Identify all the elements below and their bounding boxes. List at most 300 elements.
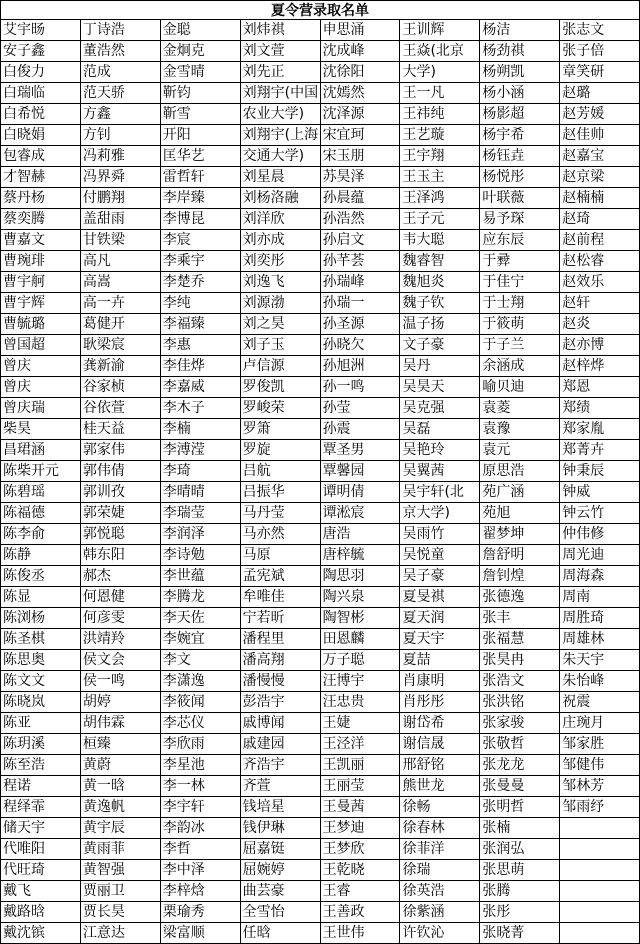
name-cell: 王乾晓 — [321, 860, 400, 881]
name-cell: 谭明倩 — [321, 482, 400, 503]
name-cell: 赵前程 — [560, 230, 639, 251]
name-cell: 陈思奥 — [1, 650, 80, 671]
name-cell: 陈文文 — [1, 671, 80, 692]
name-cell: 易予琛 — [480, 209, 559, 230]
name-cell: 李博昆 — [161, 209, 240, 230]
name-cell: 张润弘 — [480, 839, 559, 860]
name-cell: 赵芳媛 — [560, 104, 639, 125]
name-cell: 曹宇舸 — [1, 272, 80, 293]
name-cell: 全雪怡 — [241, 902, 320, 923]
name-cell: 李瑞莹 — [161, 503, 240, 524]
name-cell: 李宇轩 — [161, 797, 240, 818]
name-cell: 郑绩 — [560, 398, 639, 419]
name-cell: 陈静 — [1, 545, 80, 566]
name-cell: 屈嘉铤 — [241, 839, 320, 860]
name-cell — [560, 818, 639, 839]
name-cell: 余涵成 — [480, 356, 559, 377]
name-cell: 刘奕彤 — [241, 251, 320, 272]
name-cell — [560, 839, 639, 860]
name-cell: 赵亦博 — [560, 335, 639, 356]
name-cell: 金雪晴 — [161, 62, 240, 83]
name-cell: 大学) — [400, 62, 479, 83]
name-cell: 代旺琦 — [1, 860, 80, 881]
name-cell: 刘逸飞 — [241, 272, 320, 293]
name-cell: 李福臻 — [161, 314, 240, 335]
name-cell: 赵楠楠 — [560, 188, 639, 209]
name-cell: 钱伊琳 — [241, 818, 320, 839]
name-cell: 魏子钦 — [400, 293, 479, 314]
name-cell: 李楠 — [161, 419, 240, 440]
name-cell: 谭淞宸 — [321, 503, 400, 524]
name-cell: 徐紫涵 — [400, 902, 479, 923]
name-cell: 沈徐阳 — [321, 62, 400, 83]
name-cell: 邹家胜 — [560, 734, 639, 755]
name-cell: 方钊 — [81, 125, 160, 146]
name-cell: 刘亦成 — [241, 230, 320, 251]
name-cell: 魏旭炎 — [400, 272, 479, 293]
name-cell: 孙晓欠 — [321, 335, 400, 356]
name-cell: 吴艳玲 — [400, 440, 479, 461]
name-cell: 邹林芳 — [560, 776, 639, 797]
name-cell: 赵嘉宝 — [560, 146, 639, 167]
name-cell: 孙瑞一 — [321, 293, 400, 314]
name-cell: 郭训孜 — [81, 482, 160, 503]
name-cell: 马原 — [241, 545, 320, 566]
name-column-1 — [1, 20, 81, 944]
name-cell: 农业大学) — [241, 104, 320, 125]
name-cell: 翟梦坤 — [480, 524, 559, 545]
name-cell: 曹毓璐 — [1, 314, 80, 335]
name-cell: 赵轩 — [560, 293, 639, 314]
name-cell: 杨影超 — [480, 104, 559, 125]
name-cell: 王焱(北京 — [400, 41, 479, 62]
name-cell: 苏昊泽 — [321, 167, 400, 188]
name-cell: 文子豪 — [400, 335, 479, 356]
name-cell: 方鑫 — [81, 104, 160, 125]
name-cell: 周雄林 — [560, 629, 639, 650]
name-cell: 李溥滢 — [161, 440, 240, 461]
name-cell: 张彤 — [480, 902, 559, 923]
name-cell: 韩东阳 — [81, 545, 160, 566]
name-cell: 杨悦彤 — [480, 167, 559, 188]
name-cell: 孙震 — [321, 419, 400, 440]
name-cell: 刘翔宇(上海 — [241, 125, 320, 146]
name-cell: 王祎纯 — [400, 104, 479, 125]
name-cell: 于士翔 — [480, 293, 559, 314]
name-cell: 郭悦聪 — [81, 524, 160, 545]
name-cell: 储天宇 — [1, 818, 80, 839]
name-cell: 赵佳帅 — [560, 125, 639, 146]
name-cell: 程诺 — [1, 776, 80, 797]
name-cell: 孙晨蕴 — [321, 188, 400, 209]
name-cell: 陈李俞 — [1, 524, 80, 545]
name-cell: 戚博闻 — [241, 713, 320, 734]
name-cell: 梁富顺 — [161, 923, 240, 944]
name-cell: 袁菱 — [480, 398, 559, 419]
name-cell: 王睿 — [321, 881, 400, 902]
name-cell: 张楠 — [480, 818, 559, 839]
name-cell: 何恩健 — [81, 587, 160, 608]
name-cell: 吴子豪 — [400, 566, 479, 587]
name-cell: 贾长昊 — [81, 902, 160, 923]
name-cell: 交通大学) — [241, 146, 320, 167]
name-cell: 王梦欣 — [321, 839, 400, 860]
name-cell: 杨小涵 — [480, 83, 559, 104]
name-cell: 刘星晨 — [241, 167, 320, 188]
name-cell: 曾庆 — [1, 356, 80, 377]
name-cell: 夏天宇 — [400, 629, 479, 650]
name-cell: 白希悦 — [1, 104, 80, 125]
name-cell: 李诗勉 — [161, 545, 240, 566]
name-cell: 张晓菁 — [480, 923, 559, 944]
name-cell: 孙瑞峰 — [321, 272, 400, 293]
name-cell: 孙圣源 — [321, 314, 400, 335]
name-cell: 王丽莹 — [321, 776, 400, 797]
name-cell: 孙启文 — [321, 230, 400, 251]
name-cell: 吴翼茜 — [400, 461, 479, 482]
name-column-7 — [480, 20, 560, 944]
name-cell: 周光迪 — [560, 545, 639, 566]
name-cell: 潘高翔 — [241, 650, 320, 671]
name-cell: 高一卉 — [81, 293, 160, 314]
name-cell: 王一凡 — [400, 83, 479, 104]
name-cell: 王曼茜 — [321, 797, 400, 818]
name-cell: 李木子 — [161, 398, 240, 419]
name-cell: 温子扬 — [400, 314, 479, 335]
name-cell: 周南 — [560, 587, 639, 608]
name-cell: 郭家伟 — [81, 440, 160, 461]
name-cell: 黄蔚 — [81, 755, 160, 776]
name-cell: 刘先正 — [241, 62, 320, 83]
name-cell: 张子倍 — [560, 41, 639, 62]
name-cell: 李筱闻 — [161, 692, 240, 713]
name-cell: 韦大聪 — [400, 230, 479, 251]
name-column-2 — [81, 20, 161, 944]
name-cell: 杨劲祺 — [480, 41, 559, 62]
name-cell: 杨洁 — [480, 20, 559, 41]
name-cell: 申思涌 — [321, 20, 400, 41]
name-cell: 刘源渤 — [241, 293, 320, 314]
name-cell: 田恩麟 — [321, 629, 400, 650]
name-cell: 黄智强 — [81, 860, 160, 881]
name-cell: 陶兴泉 — [321, 587, 400, 608]
name-cell: 邢舒铭 — [400, 755, 479, 776]
name-cell: 张志文 — [560, 20, 639, 41]
name-cell: 戴路晗 — [1, 902, 80, 923]
name-cell: 马亦然 — [241, 524, 320, 545]
name-cell: 苑旭 — [480, 503, 559, 524]
name-cell: 张福慧 — [480, 629, 559, 650]
name-cell: 孙芊荟 — [321, 251, 400, 272]
name-cell: 郑家胤 — [560, 419, 639, 440]
name-cell: 胡婷 — [81, 692, 160, 713]
name-cell: 刘炜祺 — [241, 20, 320, 41]
name-cell: 许钦沁 — [400, 923, 479, 944]
name-cell: 罗峻荣 — [241, 398, 320, 419]
name-cell: 沈嫣然 — [321, 83, 400, 104]
name-cell: 牟唯佳 — [241, 587, 320, 608]
name-cell: 李纯 — [161, 293, 240, 314]
name-cell: 李润泽 — [161, 524, 240, 545]
name-cell: 董浩然 — [81, 41, 160, 62]
name-cell: 仲伟修 — [560, 524, 639, 545]
name-cell: 王训辉 — [400, 20, 479, 41]
name-cell: 张明哲 — [480, 797, 559, 818]
name-cell: 徐菲洋 — [400, 839, 479, 860]
name-cell: 李嘉威 — [161, 377, 240, 398]
name-cell: 杨钰垚 — [480, 146, 559, 167]
name-cell: 昌珺涵 — [1, 440, 80, 461]
name-cell: 李韵冰 — [161, 818, 240, 839]
name-cell: 耿梁宸 — [81, 335, 160, 356]
name-cell: 江意达 — [81, 923, 160, 944]
name-cell: 钟威 — [560, 482, 639, 503]
name-cell: 苑广涵 — [480, 482, 559, 503]
name-cell: 詹舒明 — [480, 545, 559, 566]
name-cell: 王凯丽 — [321, 755, 400, 776]
name-cell: 侯文会 — [81, 650, 160, 671]
name-cell: 郭伟倩 — [81, 461, 160, 482]
name-cell: 艾宇旸 — [1, 20, 80, 41]
name-cell: 曹嘉文 — [1, 230, 80, 251]
name-cell: 汪博宇 — [321, 671, 400, 692]
name-cell: 马丹莹 — [241, 503, 320, 524]
name-cell: 白俊力 — [1, 62, 80, 83]
name-cell: 覃圣男 — [321, 440, 400, 461]
name-cell: 孙旭洲 — [321, 356, 400, 377]
name-cell: 刘翔宇(中国 — [241, 83, 320, 104]
name-cell: 李中泽 — [161, 860, 240, 881]
name-cell: 赵琦 — [560, 209, 639, 230]
name-cell: 钱培星 — [241, 797, 320, 818]
name-cell: 代唯阳 — [1, 839, 80, 860]
name-cell: 庄琬月 — [560, 713, 639, 734]
name-cell: 屈婉婷 — [241, 860, 320, 881]
name-grid — [0, 20, 640, 944]
name-cell — [560, 902, 639, 923]
name-cell: 袁豫 — [480, 419, 559, 440]
name-cell: 陈圣棋 — [1, 629, 80, 650]
name-cell: 唐梓毓 — [321, 545, 400, 566]
name-cell: 于彛 — [480, 251, 559, 272]
name-cell: 谢信晟 — [400, 734, 479, 755]
name-cell: 袁元 — [480, 440, 559, 461]
name-cell: 程绎霏 — [1, 797, 80, 818]
name-cell: 夏天润 — [400, 608, 479, 629]
name-cell: 陈柴开元 — [1, 461, 80, 482]
name-cell: 李一林 — [161, 776, 240, 797]
name-cell: 白瑞临 — [1, 83, 80, 104]
name-cell: 张敬哲 — [480, 734, 559, 755]
name-cell: 王艺璇 — [400, 125, 479, 146]
name-cell: 魏睿智 — [400, 251, 479, 272]
name-cell: 陶智彬 — [321, 608, 400, 629]
name-cell: 吕振华 — [241, 482, 320, 503]
name-cell: 甘铁梁 — [81, 230, 160, 251]
name-cell: 王宇翔 — [400, 146, 479, 167]
name-cell: 肖彤彤 — [400, 692, 479, 713]
name-cell: 曹琬琲 — [1, 251, 80, 272]
name-cell: 栗瑜秀 — [161, 902, 240, 923]
name-cell: 章笑研 — [560, 62, 639, 83]
name-cell: 陈亚 — [1, 713, 80, 734]
name-cell: 赵璐 — [560, 83, 639, 104]
name-cell: 孙莹 — [321, 398, 400, 419]
name-cell: 赵炎 — [560, 314, 639, 335]
name-cell: 彭浩宇 — [241, 692, 320, 713]
name-cell: 吴悦童 — [400, 545, 479, 566]
name-cell: 吴磊 — [400, 419, 479, 440]
name-cell: 于佳宁 — [480, 272, 559, 293]
name-cell: 潘慢慢 — [241, 671, 320, 692]
name-cell: 刘文萱 — [241, 41, 320, 62]
name-cell: 陈浏杨 — [1, 608, 80, 629]
name-cell: 冯界舜 — [81, 167, 160, 188]
name-cell: 熊世龙 — [400, 776, 479, 797]
name-cell: 吴丹 — [400, 356, 479, 377]
name-cell: 刘之昊 — [241, 314, 320, 335]
name-cell: 冯莉雅 — [81, 146, 160, 167]
name-cell: 曹宇辉 — [1, 293, 80, 314]
name-cell: 开阳 — [161, 125, 240, 146]
name-cell: 王子元 — [400, 209, 479, 230]
name-cell: 黄逸帆 — [81, 797, 160, 818]
name-cell: 张曼曼 — [480, 776, 559, 797]
name-cell: 葛健开 — [81, 314, 160, 335]
name-cell: 祝震 — [560, 692, 639, 713]
name-cell: 匡华艺 — [161, 146, 240, 167]
name-cell: 罗旋 — [241, 440, 320, 461]
name-cell: 吕航 — [241, 461, 320, 482]
name-cell: 张家骏 — [480, 713, 559, 734]
name-cell: 沈成峰 — [321, 41, 400, 62]
name-cell: 李岸臻 — [161, 188, 240, 209]
name-cell: 蔡奕腾 — [1, 209, 80, 230]
name-cell: 刘洋欣 — [241, 209, 320, 230]
name-cell: 任晗 — [241, 923, 320, 944]
name-cell: 于子兰 — [480, 335, 559, 356]
name-cell: 金聪 — [161, 20, 240, 41]
name-cell: 曲芸豪 — [241, 881, 320, 902]
name-cell: 黄宇辰 — [81, 818, 160, 839]
name-cell: 汪忠贵 — [321, 692, 400, 713]
name-cell: 胡伟霖 — [81, 713, 160, 734]
name-cell: 李芯仪 — [161, 713, 240, 734]
name-cell: 李惠 — [161, 335, 240, 356]
name-cell: 桓臻 — [81, 734, 160, 755]
name-cell: 郭荣婕 — [81, 503, 160, 524]
name-cell: 喻贝迪 — [480, 377, 559, 398]
name-cell: 黄一晗 — [81, 776, 160, 797]
name-cell: 陈俊丞 — [1, 566, 80, 587]
name-cell: 徐春林 — [400, 818, 479, 839]
name-cell: 李晴晴 — [161, 482, 240, 503]
name-cell: 戚建园 — [241, 734, 320, 755]
name-cell: 李文 — [161, 650, 240, 671]
name-cell: 沈泽源 — [321, 104, 400, 125]
name-cell: 王泽鸿 — [400, 188, 479, 209]
name-cell: 赵京梁 — [560, 167, 639, 188]
name-cell: 杨宇希 — [480, 125, 559, 146]
name-cell: 吴雨竹 — [400, 524, 479, 545]
name-cell: 陈显 — [1, 587, 80, 608]
name-cell: 王世伟 — [321, 923, 400, 944]
name-cell: 李宸 — [161, 230, 240, 251]
name-cell: 王泾洋 — [321, 734, 400, 755]
name-cell: 贾丽卫 — [81, 881, 160, 902]
name-cell: 高凡 — [81, 251, 160, 272]
name-cell: 张丰 — [480, 608, 559, 629]
name-cell: 赵梓烨 — [560, 356, 639, 377]
name-cell: 吴昊天 — [400, 377, 479, 398]
name-cell: 谷家桢 — [81, 377, 160, 398]
name-cell: 何彦雯 — [81, 608, 160, 629]
name-cell: 徐瑞 — [400, 860, 479, 881]
name-column-3 — [161, 20, 241, 944]
name-cell: 张德逸 — [480, 587, 559, 608]
name-cell: 郑菁卉 — [560, 440, 639, 461]
name-cell: 刘子玉 — [241, 335, 320, 356]
name-cell: 曾国超 — [1, 335, 80, 356]
name-cell: 夏旻祺 — [400, 587, 479, 608]
name-cell: 李天佐 — [161, 608, 240, 629]
name-cell: 李楚乔 — [161, 272, 240, 293]
name-cell: 付鹏翔 — [81, 188, 160, 209]
name-cell: 齐浩宇 — [241, 755, 320, 776]
name-cell: 万子聪 — [321, 650, 400, 671]
name-cell: 张龙龙 — [480, 755, 559, 776]
name-cell: 范成 — [81, 62, 160, 83]
name-cell: 罗箫 — [241, 419, 320, 440]
name-cell: 徐英浩 — [400, 881, 479, 902]
name-cell: 朱怡峰 — [560, 671, 639, 692]
name-cell: 靳钧 — [161, 83, 240, 104]
name-cell: 肖康明 — [400, 671, 479, 692]
name-cell: 李哲 — [161, 839, 240, 860]
name-column-8 — [560, 20, 640, 944]
name-cell: 曾庆 — [1, 377, 80, 398]
name-cell: 李琦 — [161, 461, 240, 482]
name-cell: 唐浩 — [321, 524, 400, 545]
name-cell: 京大学) — [400, 503, 479, 524]
name-cell — [560, 923, 639, 944]
name-cell: 刘杨洛融 — [241, 188, 320, 209]
name-cell: 李星池 — [161, 755, 240, 776]
name-cell: 夏喆 — [400, 650, 479, 671]
name-cell: 李潇逸 — [161, 671, 240, 692]
name-cell: 范天骄 — [81, 83, 160, 104]
name-cell: 钟云竹 — [560, 503, 639, 524]
name-cell: 覃馨园 — [321, 461, 400, 482]
name-cell: 潘程里 — [241, 629, 320, 650]
name-cell: 安子鑫 — [1, 41, 80, 62]
name-cell: 侯一鸣 — [81, 671, 160, 692]
name-cell — [560, 881, 639, 902]
name-cell: 张浩文 — [480, 671, 559, 692]
name-cell: 王玉主 — [400, 167, 479, 188]
name-cell: 陈福德 — [1, 503, 80, 524]
name-cell: 徐畅 — [400, 797, 479, 818]
name-cell: 孟宪斌 — [241, 566, 320, 587]
name-cell: 张腾 — [480, 881, 559, 902]
name-cell: 陈玥溪 — [1, 734, 80, 755]
name-cell: 谷依萱 — [81, 398, 160, 419]
name-cell: 李世蕴 — [161, 566, 240, 587]
name-cell: 才智赫 — [1, 167, 80, 188]
name-cell: 李腾龙 — [161, 587, 240, 608]
name-cell: 包睿成 — [1, 146, 80, 167]
name-cell: 邹雨纾 — [560, 797, 639, 818]
